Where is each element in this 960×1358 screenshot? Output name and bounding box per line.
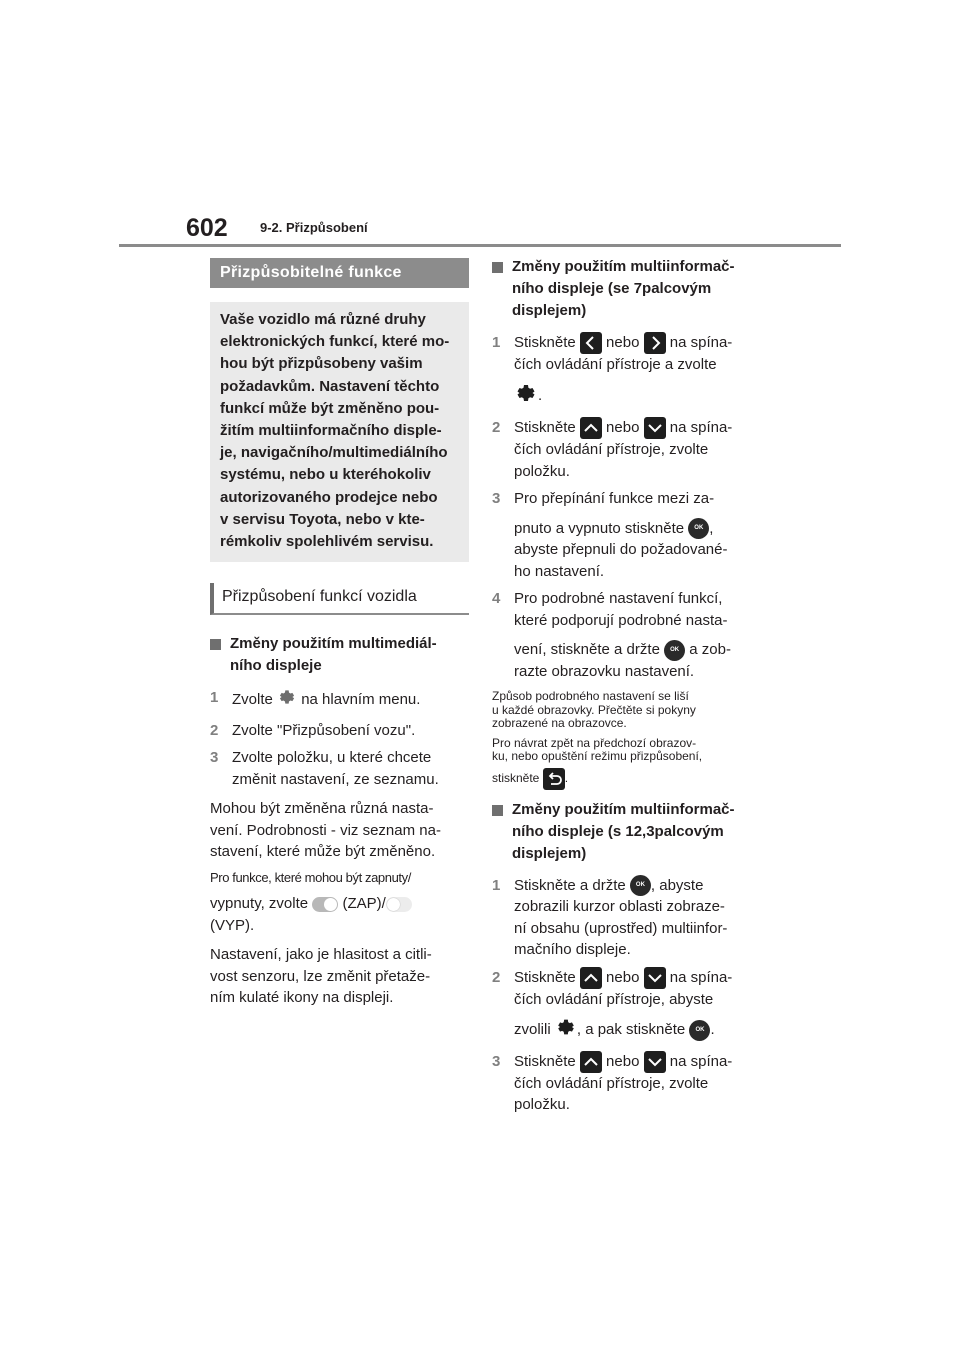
chevron-down-button [644,417,666,439]
intro-line: funkcí může být změněno pou- [220,399,440,417]
note: Pro návrat zpět na předchozí obrazov- ku, nebo opuštění režimu přizpůsobení, stiskněte . [492,737,754,790]
chevron-down-button [644,967,666,989]
subsection-title: Přizpůsobení funkcí vozidla [210,583,469,615]
step-4: 4 Pro podrobné nastavení funkcí, které podporují podrobné nasta- vení, stiskněte a držte OK a zob- razte obrazovku nastavení. [492,590,731,680]
chevron-left-button [580,332,602,354]
page-number: 602 [186,214,228,242]
toggle-on-icon [312,897,338,912]
intro-line: požadavkům. Nastavení těchto [220,377,440,395]
square-bullet-icon [492,262,503,273]
ok-button: OK [689,1020,710,1041]
ok-button: OK [630,875,651,896]
intro-line: rémkoliv spolehlivém servisu. [220,533,434,551]
intro-line: je, navigačního/multimediálního [220,444,448,462]
toggle-off-icon [386,897,412,912]
intro-line: Vaše vozidlo má různé druhy [220,311,426,328]
step-1: 1 Zvolte na hlavním menu. [210,687,469,714]
step-1: 1 Stiskněte a držte OK , abyste zobrazili kurzor oblasti zobraze- ní obsahu (uprostřed) multiinfor- mačního displeje. [492,876,728,959]
gear-icon [277,687,297,714]
square-bullet-icon [492,805,503,816]
right-column [492,256,754,1116]
step-3: 3 Pro přepínání funkce mezi za- pnuto a vypnuto stiskněte OK , abyste přepnuli do požadované- ho nastavení. [492,490,728,580]
section7-heading: Změny použitím multiinformač- ního displeje (se 7palcovým displejem) [492,256,754,322]
intro-line: hou být přizpůsobeny vašim [220,355,423,373]
step-2: 2 Stiskněte nebo na spína- čích ovládání přístroje, zvolte položku. [492,419,733,480]
step-1: 1 Stiskněte nebo na spína- čích ovládání přístroje a zvolte . [492,332,754,411]
chevron-down-button [644,1051,666,1073]
intro-line: žitím multiinformačního disple- [220,422,442,440]
header-rule [119,244,841,247]
ok-button: OK [664,640,685,661]
intro-line: elektronických funkcí, které mo- [220,333,450,351]
paragraph: Mohou být změněna různá nasta- vení. Podrobnosti - viz seznam na- stavení, které může být změněno. [210,800,441,861]
multimedia-heading: Změny použitím multimediál- ního displeje [210,633,469,677]
intro-line: systému, nebo u kteréhokoliv [220,466,431,484]
step-3: 3 Stiskněte nebo na spína- čích ovládání přístroje, zvolte položku. [492,1052,733,1114]
chevron-up-button [580,417,602,439]
intro-box [210,302,469,562]
intro-line: autorizovaného prodejce nebo [220,488,438,506]
gear-icon [555,1016,577,1045]
step-2: 2 Zvolte "Přizpůsobení vozu". [210,721,416,739]
section-name: 9-2. Přizpůsobení [260,220,368,235]
square-bullet-icon [210,639,221,650]
ok-button: OK [688,518,709,539]
section12-heading: Změny použitím multiinformač- ního displeje (s 12,3palcovým displejem) [492,799,754,865]
back-button [543,768,565,790]
paragraph: Pro funkce, které mohou být zapnuty/ vypnuty, zvolte (ZAP)/ (VYP). [210,869,411,934]
box-title: Přizpůsobitelné funkce [210,258,469,288]
note: Způsob podrobného nastavení se liší u každé obrazovky. Přečtěte si pokyny zobrazené na obrazovce. [492,689,696,731]
step-3: 3 Zvolte položku, u které chcete změnit nastavení, ze seznamu. [210,749,439,788]
intro-line: v servisu Toyota, nebo v kte- [220,510,425,528]
chevron-up-button [580,967,602,989]
step-2: 2 Stiskněte nebo na spína- čích ovládání přístroje, abyste zvolili , a pak stiskněte OK . [492,967,754,1045]
chevron-right-button [644,332,666,354]
gear-icon [514,381,538,412]
chevron-up-button [580,1051,602,1073]
left-column [210,258,469,1009]
paragraph: Nastavení, jako je hlasitost a citli- vost senzoru, lze změnit přetaže- ním kulaté ikony na displeji. [210,946,432,1007]
